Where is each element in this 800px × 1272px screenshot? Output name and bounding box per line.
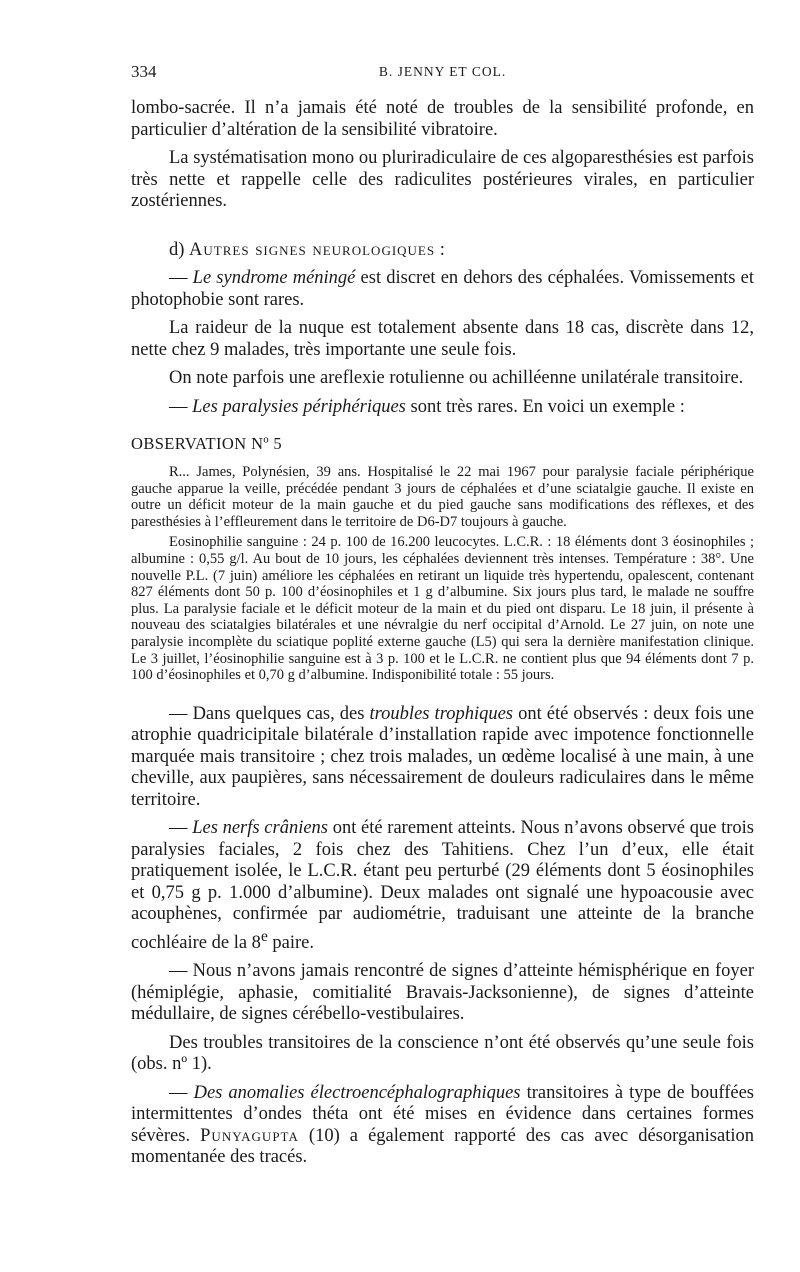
paragraph-2: La systématisation mono ou pluriradiculaire de ces algoparesthésies est parfois très nette et rappelle celle des radiculites postérieures virales, en particulier zostériennes. (131, 148, 754, 211)
page-number: 334 (131, 62, 157, 81)
observation-title: OBSERVATION Nº 5 (131, 434, 283, 453)
page-header (131, 62, 754, 86)
observation-paragraph-1: R... James, Polynésien, 39 ans. Hospitalisé le 22 mai 1967 pour paralysie faciale périphérique gauche apparue la veille, précédée pendant 3 jours de céphalées et d’une sciatalgie gauche. Il existe en outre un déficit moteur de la main gauche et du pied gauche sans modifications des réflexes, et des paresthésies à l’effleurement dans le territoire de D6-D7 toujours à gauche. (131, 464, 754, 530)
paragraph-3 (131, 268, 754, 311)
emphasis-paralysies: Les paralysies périphériques (192, 396, 406, 417)
section-heading-title: Autres signes neurologiques (189, 239, 436, 260)
section-heading-d (131, 240, 754, 262)
running-title: B. JENNY ET COL. (378, 64, 507, 79)
emphasis-syndrome-meninge: Le syndrome méningé (192, 268, 356, 288)
emphasis-troubles-trophiques: troubles trophiques (369, 703, 514, 724)
paragraph-11 (131, 1083, 754, 1169)
observation-paragraph-2: Eosinophilie sanguine : 24 p. 100 de 16.200 leucocytes. L.C.R. : 18 éléments dont 3 éosinophiles ; albumine : 0,55 g/l. Au bout de 10 jours, les céphalées deviennent très intenses. Température : 38°. Une nouvelle P.L. (7 juin) améliore les céphalées en retirant un liquide très hypertendu, opalescent, contenant 827 éléments dont 50 p. 100 d’éosinophiles et 1 g d’albumine. Six jours plus tard, le malade ne souffre plus. La paralysie faciale et le déficit moteur de la main et du pied ont disparu. Le 18 juin, il présente à nouveau des sciatalgies bilatérales et une névralgie du nerf occipital d’Arnold. Le 27 juin, on note une paralysie incomplète du sciatique poplité externe gauche (L5) qui sera la dernière manifestation clinique. Le 3 juillet, l’éosinophilie sanguine est à 3 p. 100 et le L.C.R. ne contient plus que 94 éléments dont 7 p. 100 d’éosinophiles et 0,70 g d’albumine. Indisponibilité totale : 55 jours. (131, 534, 754, 684)
paragraph-11-text: transitoires à type de bouffées intermittentes d’ondes théta ont été mises en évidence dans certaines formes sévères. (131, 1082, 754, 1146)
emphasis-nerfs-craniens: Les nerfs crâniens (192, 818, 328, 839)
paragraph-3-text: est discret en dehors des céphalées. Vomissements et photophobie sont rares. (131, 268, 755, 310)
author-name: Punyagupta (200, 1125, 299, 1146)
paragraph-1: lombo-sacrée. Il n’a jamais été noté de troubles de la sensibilité profonde, en particulier d’altération de la sensibilité vibratoire. (131, 98, 754, 140)
dash: — (169, 1082, 194, 1103)
paragraph-5: On note parfois une areflexie rotulienne ou achilléenne unilatérale transitoire. (169, 368, 744, 388)
paragraph-11-end: (10) a également rapporté des cas avec désorganisation momentanée des tracés. (131, 1125, 754, 1168)
paragraph-10: Des troubles transitoires de la conscience n’ont été observés qu’une seule fois (obs. nº 1). (131, 1032, 754, 1075)
body-text (131, 98, 754, 1169)
emphasis-anomalies-eeg: Des anomalies électroencéphalographiques (193, 1082, 521, 1103)
paragraph-8-end: paire. (267, 932, 315, 953)
section-heading-suffix: : (435, 239, 445, 260)
paragraph-7-text: ont été observés : deux fois une atrophie quadricipitale bilatérale d’installation rapide avec impotence fonctionnelle marquée mais transitoire ; chez trois malades, un œdème localisé à une main, à une cheville, aux paupières, sans nécessairement de douleurs radiculaires dans le même territoire. (131, 703, 754, 810)
paragraph-6-text: sont très rares. En voici un exemple : (405, 396, 685, 417)
paragraph-8-text: ont été rarement atteints. Nous n’avons observé que trois paralysies faciales, 2 fois chez des Tahitiens. Chez l’un d’eux, elle était pratiquement isolée, le L.C.R. étant peu perturbé (29 éléments dont 5 éosinophiles et 0,75 g p. 1.000 d’albumine). Deux malades ont signalé une hypoacousie avec acouphènes, confirmée par audiométrie, traduisant une atteinte de la branche cochléaire de la 8 (131, 818, 754, 953)
section-heading-prefix: d) (169, 239, 190, 260)
paragraph-4: La raideur de la nuque est totalement absente dans 18 cas, discrète dans 12, nette chez 9 malades, très importante une seule fois. (131, 318, 754, 360)
paragraph-9: — Nous n’avons jamais rencontré de signes d’atteinte hémisphérique en foyer (hémiplégie, aphasie, comitialité Bravais-Jacksonienne), de signes d’atteinte médullaire, de signes cérébello-vestibulaires. (131, 961, 754, 1025)
superscript: e (260, 927, 268, 945)
paragraph-7-lead: — Dans quelques cas, des (169, 703, 370, 724)
paragraph-6 (131, 397, 754, 419)
paragraph-8 (131, 818, 754, 954)
dash: — (169, 396, 193, 417)
dash: — (169, 818, 193, 839)
dash: — (169, 268, 193, 288)
paragraph-7 (131, 704, 754, 812)
